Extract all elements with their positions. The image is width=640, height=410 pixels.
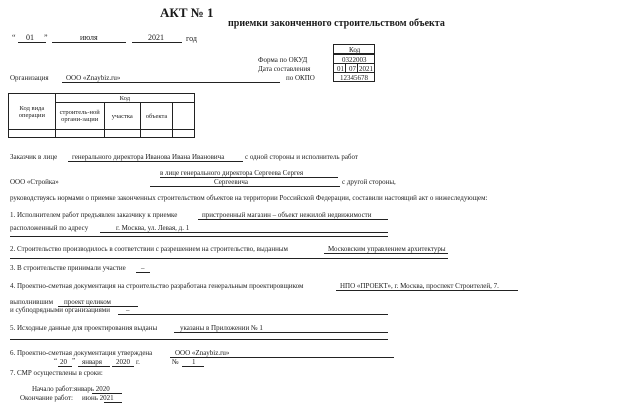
item6-year: 2020: [116, 358, 130, 366]
item6-label: 6. Проектно-сметная документация утверждена: [10, 349, 153, 357]
date-day: 01: [26, 33, 34, 42]
end-value: июнь 2021: [82, 394, 114, 402]
item6-day: 20: [60, 358, 67, 366]
okpo-value: 12345678: [340, 74, 368, 82]
compile-month: 07: [349, 65, 356, 73]
item5-value: указаны в Приложении № 1: [180, 324, 263, 332]
act-title: АКТ № 1: [160, 5, 214, 20]
item1-addr-label: расположенный по адресу: [10, 224, 89, 232]
code-table-group-header: Код: [55, 94, 194, 103]
okud-label: Форма по ОКУД: [258, 56, 308, 64]
item6-value: ООО «Znaybiz.ru»: [175, 349, 230, 357]
item4-value: НПО «ПРОЕКТ», г. Москва, проспект Строителей, 7.: [340, 282, 499, 290]
date-year: 2021: [148, 33, 164, 42]
item6-no-label: №: [172, 358, 179, 366]
compile-date-label: Дата составления: [258, 65, 311, 73]
codes-header-cell: [333, 44, 375, 54]
start-label: Начало работ:: [32, 385, 74, 393]
okud-value: 0322003: [342, 56, 367, 64]
item2-value: Московским управлением архитектуры: [328, 245, 446, 253]
col-empty: [173, 103, 195, 130]
customer-value: генерального директора Иванова Ивана Ивановича: [72, 153, 225, 161]
item4-exec-value: проект целиком: [64, 298, 111, 306]
act-subtitle: приемки законченного строительством объекта: [228, 18, 445, 29]
date-open-quote: “: [12, 33, 16, 42]
item6-month: января: [82, 358, 103, 366]
compile-year: 2021: [359, 65, 373, 73]
end-label: Окончание работ:: [20, 394, 73, 402]
code-table: [8, 93, 195, 138]
item7-label: 7. СМР осуществлены в сроки:: [10, 369, 103, 377]
item4-label: 4. Проектно-сметная документация на строительство разработана генеральным проектировщиком: [10, 282, 304, 290]
item4-exec-label: выполнившим: [10, 298, 54, 306]
date-year-suffix: год: [186, 34, 197, 43]
col-object: объекта: [140, 103, 172, 130]
item1-addr-value: г. Москва, ул. Левая, д. 1: [116, 224, 190, 232]
item6-date-open-quote: “: [54, 357, 58, 365]
customer-label: Заказчик в лице: [10, 153, 58, 161]
organization-value: ООО «Znaybiz.ru»: [66, 74, 121, 82]
organization-label: Организация: [10, 74, 49, 82]
item6-date-close-quote: ”: [72, 357, 76, 365]
item5-label: 5. Исходные данные для проектирования выданы: [10, 324, 158, 332]
col-construction-org: строитель-ной органи-зации: [55, 103, 104, 130]
okpo-cell: [333, 72, 375, 82]
compile-day: 01: [337, 65, 344, 73]
item2-label: 2. Строительство производилось в соответствии с разрешением на строительство, выданным: [10, 245, 288, 253]
item6-year-suffix: г.: [136, 358, 140, 366]
item3-value: –: [141, 264, 145, 272]
item3-label: 3. В строительстве принимали участие: [10, 264, 126, 272]
customer-tail: с одной стороны и исполнитель работ: [245, 153, 358, 161]
contractor-tail: с другой стороны,: [342, 178, 396, 186]
start-value: январь 2020: [74, 385, 110, 393]
guided-text: руководствуясь нормами о приемке законченных строительством объектов на территории Российской Федерации, составили настоящий акт о нижеследующем:: [10, 194, 488, 202]
date-month: июля: [80, 33, 98, 42]
contractor-value2: Сергеевича: [214, 178, 249, 186]
col-site: участка: [104, 103, 140, 130]
date-close-quote: ”: [44, 33, 48, 42]
codes-header: Код: [349, 46, 361, 54]
item4-sub-label: и субподрядными организациями: [10, 306, 110, 314]
okpo-label: по ОКПО: [286, 74, 315, 82]
col-operation-code: Код вида операции: [9, 94, 56, 130]
item1-label: 1. Исполнителем работ предъявлен заказчику к приемке: [10, 211, 178, 219]
item4-sub-value: –: [126, 306, 130, 314]
contractor-value1: в лице генерального директора Сергеева Сергея: [160, 169, 304, 177]
item6-no-value: 1: [192, 358, 196, 366]
item1-value: пристроенный магазин – объект нежилой недвижимости: [202, 211, 372, 219]
contractor-org: ООО «Стройка»: [10, 178, 59, 186]
